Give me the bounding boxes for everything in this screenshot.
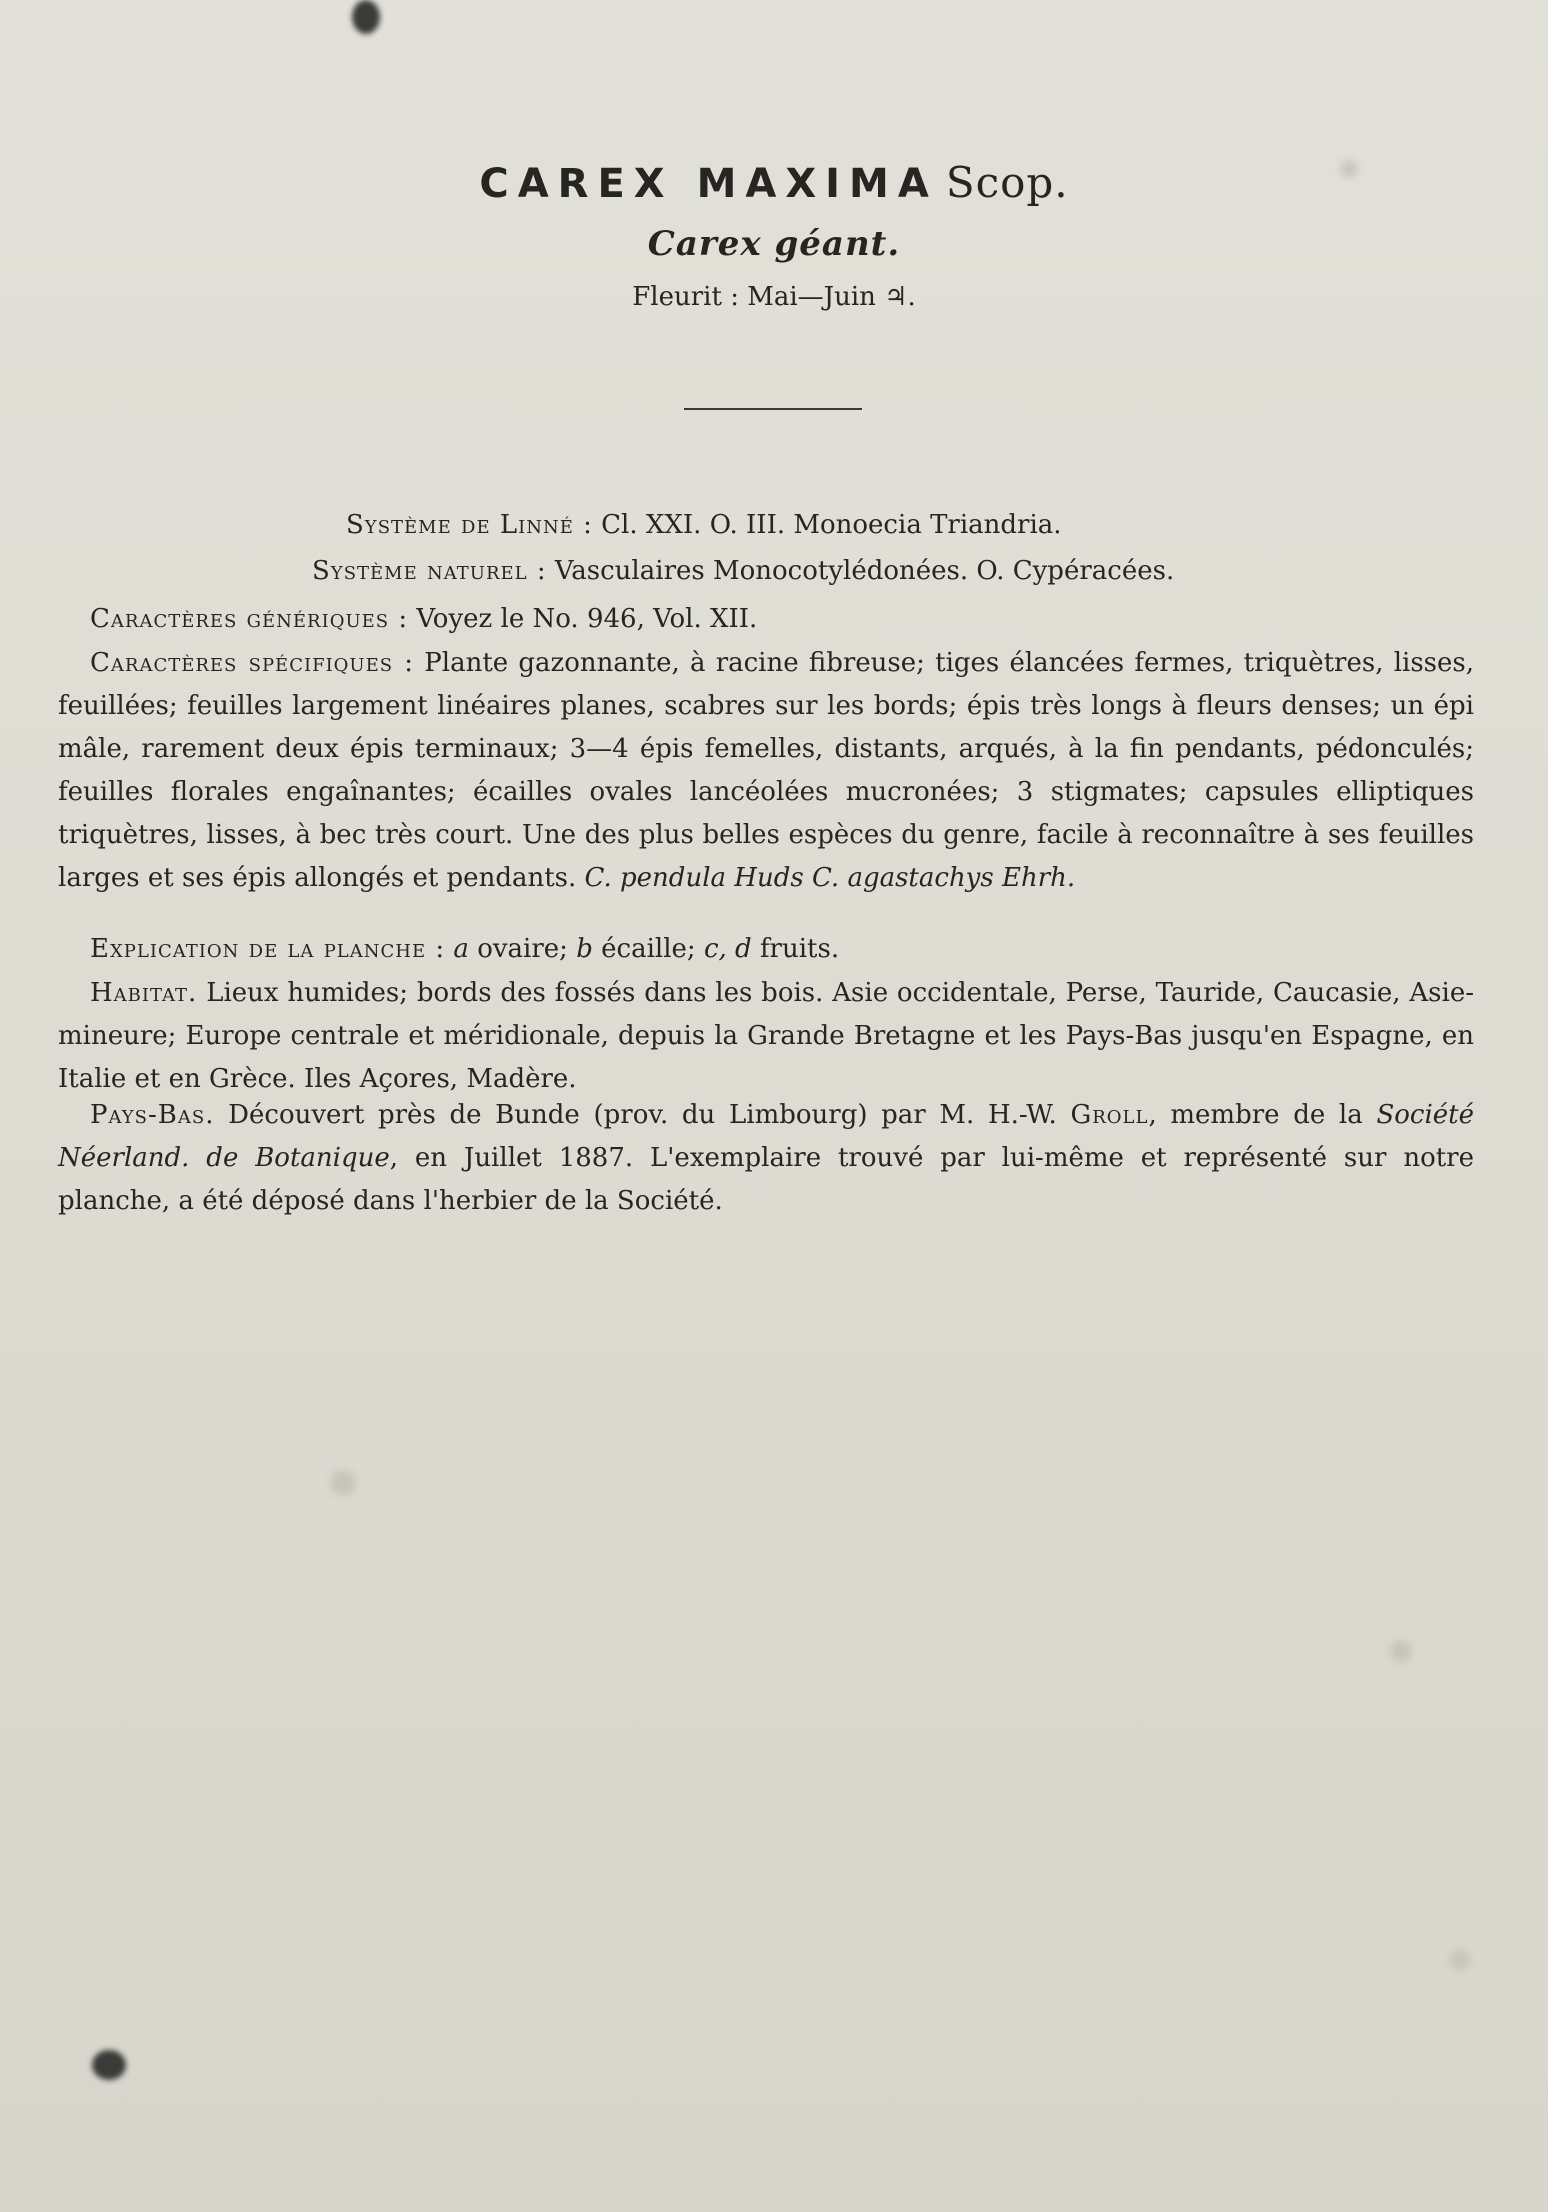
species-author: Scop.: [945, 158, 1069, 207]
flowering-period: Fleurit : Mai—Juin ♃.: [632, 282, 916, 312]
species-title: [0, 158, 1548, 207]
explication-b: b: [576, 934, 593, 964]
specifiques-paragraph: [58, 642, 1474, 900]
habitat-paragraph: [58, 972, 1474, 1101]
paysbas-label: Pays-Bas.: [90, 1100, 215, 1130]
paper-stain: [1390, 1640, 1412, 1662]
explication-a-text: ovaire;: [477, 934, 568, 964]
paysbas-society: Société Néerland. de Botanique: [58, 1100, 1475, 1173]
specifiques-synonyms: C. pendula Huds C. agastachys Ehrh.: [584, 863, 1076, 893]
ink-spot: [92, 2050, 126, 2080]
paper-stain: [330, 1470, 356, 1496]
naturel-line: [312, 556, 1174, 586]
linne-value: Cl. XXI. O. III. Monoecia Triandria.: [601, 510, 1062, 540]
specifiques-label: Caractères spécifiques :: [90, 648, 415, 678]
generiques-label: Caractères génériques :: [90, 604, 409, 634]
explication-cd-text: fruits.: [759, 934, 840, 964]
paysbas-name: Groll: [1070, 1100, 1149, 1130]
explication-b-text: écaille;: [601, 934, 696, 964]
explication-label: Explication de la planche :: [90, 934, 446, 964]
linne-label: Système de Linné :: [346, 510, 593, 540]
ink-spot: [352, 0, 380, 34]
generiques-value: Voyez le No. 946, Vol. XII.: [416, 604, 758, 634]
specifiques-text: Plante gazonnante, à racine fibreuse; tiges élancées fermes, triquètres, lisses, feuillées; feuilles largement linéaires planes, scabres sur les bords; épis très longs à fleurs denses; un épi mâle, rarement deux épis terminaux; 3—4 épis femelles, distants, arqués, à la fin pendants, pédonculés; feuilles florales engaînantes; écailles ovales lancéolées mucronées; 3 stigmates; capsules elliptiques triquètres, lisses, à bec très court. Une des plus belles espèces du genre, facile à reconnaître à ses feuilles larges et ses épis allongés et pendants.: [58, 648, 1475, 893]
explication-cd: c, d: [703, 934, 752, 964]
species-name: CAREX MAXIMA: [479, 161, 938, 207]
habitat-text: Lieux humides; bords des fossés dans les bois. Asie occidentale, Perse, Tauride, Caucasie, Asie-mineure; Europe centrale et méridionale, depuis la Grande Bretagne et les Pays-Bas jusqu'en Espagne, en Italie et en Grèce. Iles Açores, Madère.: [58, 978, 1474, 1094]
explication-line: [90, 934, 839, 964]
paysbas-paragraph: [58, 1094, 1474, 1223]
naturel-label: Système naturel :: [312, 556, 547, 586]
paysbas-text3: , en Juillet 1887. L'exemplaire trouvé par lui-même et représenté sur notre planche, a été déposé dans l'herbier de la Société.: [58, 1143, 1474, 1216]
naturel-value: Vasculaires Monocotylédonées. O. Cypéracées.: [554, 556, 1175, 586]
common-name: Carex géant.: [647, 224, 901, 264]
paper-stain: [1450, 1950, 1470, 1970]
divider: [684, 408, 862, 410]
linne-line: [346, 510, 1062, 540]
habitat-label: Habitat.: [90, 978, 198, 1008]
generiques-line: [90, 604, 757, 634]
explication-a: a: [453, 934, 469, 964]
paysbas-text2: , membre de la: [1148, 1100, 1363, 1130]
paysbas-text1: Découvert près de Bunde (prov. du Limbourg) par M. H.-W.: [228, 1100, 1057, 1130]
